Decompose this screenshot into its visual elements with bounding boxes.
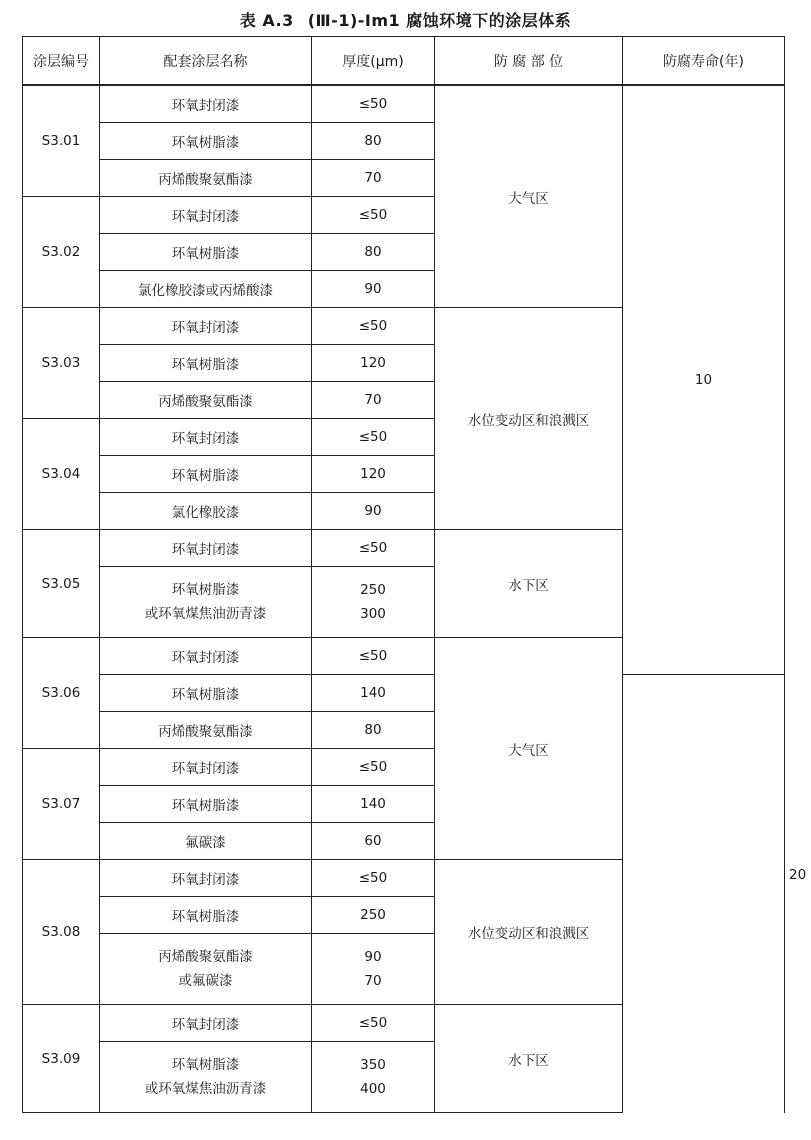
- layer-thickness: ≤50: [312, 1005, 435, 1042]
- layer-name: 丙烯酸聚氨酯漆: [100, 712, 312, 749]
- table-caption: (Ⅲ-1)-Im1 腐蚀环境下的涂层体系: [307, 11, 572, 30]
- layer-name: 环氧树脂漆: [100, 234, 312, 271]
- layer-name: 氟碳漆: [100, 823, 312, 860]
- system-code: S3.05: [23, 530, 100, 638]
- layer-thickness-line1: 90: [364, 949, 382, 965]
- layer-thickness-line2: 400: [360, 1081, 386, 1097]
- table-row: [23, 675, 785, 712]
- table-row: [23, 860, 785, 897]
- layer-thickness: ≤50: [312, 197, 435, 234]
- table-row: [23, 1042, 785, 1113]
- layer-thickness: [312, 1042, 435, 1113]
- layer-name: 环氧树脂漆: [100, 786, 312, 823]
- layer-name: 环氧封闭漆: [100, 308, 312, 345]
- layer-name: 丙烯酸聚氨酯漆: [100, 382, 312, 419]
- zone-cell: 水下区: [435, 1005, 623, 1113]
- layer-name: 环氧封闭漆: [100, 530, 312, 567]
- layer-name: [100, 934, 312, 1005]
- layer-thickness: 90: [312, 493, 435, 530]
- table-row: [23, 85, 785, 123]
- layer-thickness-line2: 70: [364, 973, 382, 989]
- table-row: [23, 934, 785, 1005]
- zone-cell: 大气区: [435, 85, 623, 308]
- layer-thickness-line1: 250: [360, 582, 386, 598]
- system-code: S3.01: [23, 85, 100, 197]
- header-row: [23, 37, 785, 86]
- table-row: S3.06 环氧封闭漆 ≤50 大气区 20: [23, 638, 785, 675]
- layer-thickness: 80: [312, 234, 435, 271]
- layer-thickness: 80: [312, 712, 435, 749]
- zone-cell: 水下区: [435, 530, 623, 638]
- layer-name: 环氧封闭漆: [100, 860, 312, 897]
- layer-name: [100, 567, 312, 638]
- system-code: S3.07: [23, 749, 100, 860]
- coating-system-table: [22, 36, 807, 1113]
- layer-thickness: ≤50: [312, 419, 435, 456]
- layer-name: 环氧封闭漆: [100, 85, 312, 123]
- layer-thickness: ≤50: [312, 308, 435, 345]
- system-code: S3.02: [23, 197, 100, 308]
- layer-name: 环氧树脂漆: [100, 456, 312, 493]
- layer-thickness: ≤50: [312, 860, 435, 897]
- system-code: S3.06: [23, 638, 100, 749]
- header-name: 配套涂层名称: [100, 37, 312, 86]
- table-row: [23, 712, 785, 749]
- layer-name-line1: 丙烯酸聚氨酯漆: [158, 949, 253, 965]
- layer-thickness: 120: [312, 456, 435, 493]
- zone-cell: 水位变动区和浪溅区: [435, 308, 623, 530]
- header-zone: 防 腐 部 位: [435, 37, 623, 86]
- layer-name: 丙烯酸聚氨酯漆: [100, 160, 312, 197]
- layer-thickness: 140: [312, 675, 435, 712]
- layer-thickness-line1: 350: [360, 1057, 386, 1073]
- layer-name: 环氧封闭漆: [100, 197, 312, 234]
- layer-name-line2: 或环氧煤焦油沥青漆: [144, 606, 267, 622]
- table-row: [23, 823, 785, 860]
- layer-thickness: 90: [312, 271, 435, 308]
- layer-name-line2: 或氟碳漆: [178, 973, 233, 989]
- table-row: [23, 897, 785, 934]
- layer-name: 氯化橡胶漆或丙烯酸漆: [100, 271, 312, 308]
- layer-thickness: 140: [312, 786, 435, 823]
- layer-name: 环氧封闭漆: [100, 638, 312, 675]
- system-code: S3.03: [23, 308, 100, 419]
- header-code: 涂层编号: [23, 37, 100, 86]
- system-code: S3.04: [23, 419, 100, 530]
- layer-thickness: 250: [312, 897, 435, 934]
- zone-cell: 大气区: [435, 638, 623, 860]
- table-number: 表 A.3: [239, 11, 294, 30]
- table-row: [23, 786, 785, 823]
- layer-name: 环氧树脂漆: [100, 345, 312, 382]
- layer-name: 环氧封闭漆: [100, 419, 312, 456]
- layer-thickness: [312, 934, 435, 1005]
- layer-thickness: 70: [312, 160, 435, 197]
- layer-name: 氯化橡胶漆: [100, 493, 312, 530]
- layer-name-line1: 环氧树脂漆: [171, 582, 240, 598]
- system-code: S3.08: [23, 860, 100, 1005]
- layer-thickness: [312, 567, 435, 638]
- layer-name: 环氧封闭漆: [100, 749, 312, 786]
- layer-thickness: ≤50: [312, 638, 435, 675]
- life-cell: 10: [623, 85, 785, 675]
- layer-thickness: 120: [312, 345, 435, 382]
- layer-thickness-line2: 300: [360, 606, 386, 622]
- system-code: S3.09: [23, 1005, 100, 1113]
- layer-thickness: ≤50: [312, 530, 435, 567]
- table-row: [23, 1005, 785, 1042]
- header-thickness: 厚度(μm): [312, 37, 435, 86]
- layer-thickness: 60: [312, 823, 435, 860]
- layer-name: 环氧树脂漆: [100, 123, 312, 160]
- layer-name: [100, 1042, 312, 1113]
- zone-cell: 水位变动区和浪溅区: [435, 860, 623, 1005]
- table-title: [0, 8, 811, 31]
- layer-name: 环氧树脂漆: [100, 675, 312, 712]
- header-life: 防腐寿命(年): [623, 37, 785, 86]
- layer-thickness: ≤50: [312, 85, 435, 123]
- layer-thickness: 80: [312, 123, 435, 160]
- layer-name: 环氧树脂漆: [100, 897, 312, 934]
- table-row: [23, 749, 785, 786]
- layer-name: 环氧封闭漆: [100, 1005, 312, 1042]
- layer-name-line2: 或环氧煤焦油沥青漆: [144, 1081, 267, 1097]
- layer-thickness: ≤50: [312, 749, 435, 786]
- layer-thickness: 70: [312, 382, 435, 419]
- layer-name-line1: 环氧树脂漆: [171, 1057, 240, 1073]
